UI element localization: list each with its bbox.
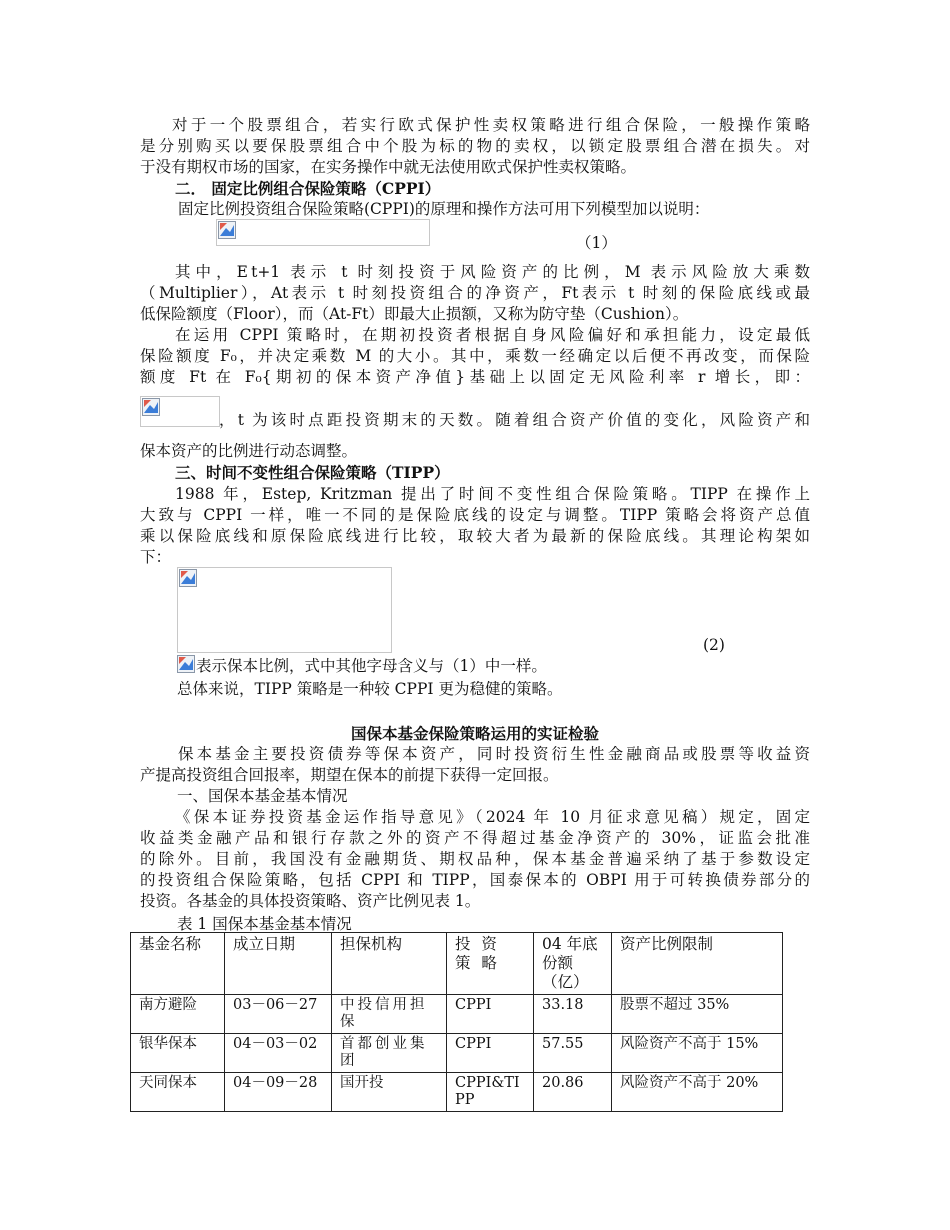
paragraph-text: 的投资组合保险策略，包括 CPPI 和 TIPP，国泰保本的 OBPI 用于可转换债券部分的 bbox=[140, 871, 810, 889]
table-cell: CPPI bbox=[447, 995, 534, 1034]
formula-image bbox=[177, 567, 392, 653]
broken-image-icon bbox=[142, 398, 160, 416]
paragraph-text: 收益类金融产品和银行存款之外的资产不得超过基金净资产的 30%，证监会批准 bbox=[140, 829, 810, 847]
paragraph-text: 保本资产的比例进行动态调整。 bbox=[140, 442, 358, 460]
paragraph-text: 总体来说，TIPP 策略是一种较 CPPI 更为稳健的策略。 bbox=[177, 680, 563, 698]
paragraph-text: 低保险额度（Floor），而（At-Ft）即最大止损额，又称为防守垫（Cushion）。 bbox=[140, 305, 689, 323]
paragraph-text: 投资。各基金的具体投资策略、资产比例见表 1。 bbox=[140, 892, 481, 910]
paragraph-text: 的除外。目前，我国没有金融期货、期权品种，保本基金普遍采纳了基于参数设定 bbox=[140, 850, 810, 868]
paragraph-text: 于没有期权市场的国家，在实务操作中就无法使用欧式保护性卖权策略。 bbox=[140, 158, 637, 176]
paragraph-text: 保本基金主要投资债券等保本资产，同时投资衍生性金融商品或股票等收益资 bbox=[178, 745, 810, 763]
table-cell: 股票不超过 35% bbox=[612, 995, 783, 1034]
table-header-cell: 基金名称 bbox=[131, 933, 225, 995]
section-heading: 三、时间不变性组合保险策略（TIPP） bbox=[175, 463, 450, 482]
formula-image bbox=[140, 396, 220, 427]
table-cell: 03－06－27 bbox=[225, 995, 332, 1034]
paragraph-text: 对于一个股票组合，若实行欧式保护性卖权策略进行组合保险，一般操作策略 bbox=[172, 116, 810, 134]
table-header-row bbox=[131, 933, 783, 995]
broken-image-icon bbox=[179, 569, 197, 587]
table-row bbox=[131, 1073, 783, 1112]
table-cell: 中投信用担保 bbox=[332, 995, 447, 1034]
section-heading: 二． 固定比例组合保险策略（CPPI） bbox=[175, 179, 441, 198]
paragraph-text: 额度 Ft 在 F₀{期初的保本资产净值}基础上以固定无风险利率 r 增长，即： bbox=[140, 368, 810, 386]
paragraph-text: 大致与 CPPI 一样，唯一不同的是保险底线的设定与调整。TIPP 策略会将资产总值 bbox=[140, 506, 810, 524]
paragraph-text: 产提高投资组合回报率，期望在保本的前提下获得一定回报。 bbox=[140, 766, 559, 784]
paragraph-text: 其中，E t+1 表示 t 时刻投资于风险资产的比例，M 表示风险放大乘数 bbox=[175, 263, 810, 281]
broken-image-icon bbox=[218, 221, 236, 239]
table-cell: 国开投 bbox=[332, 1073, 447, 1112]
table-header-cell: 成立日期 bbox=[225, 933, 332, 995]
table-cell: 20.86 bbox=[534, 1073, 612, 1112]
equation-number: （1） bbox=[576, 234, 617, 252]
table-cell: 57.55 bbox=[534, 1034, 612, 1073]
table-cell: 04－09－28 bbox=[225, 1073, 332, 1112]
paragraph-text: 保险额度 F₀，并决定乘数 M 的大小。其中，乘数一经确定以后便不再改变，而保险 bbox=[140, 347, 810, 365]
paragraph-text: （Multiplier），At表示 t 时刻投资组合的净资产，Ft表示 t 时刻的保险底线或最 bbox=[140, 284, 810, 302]
table-caption: 表 1 国保本基金基本情况 bbox=[177, 915, 352, 933]
table-cell: 33.18 bbox=[534, 995, 612, 1034]
paragraph-text: 固定比例投资组合保险策略(CPPI)的原理和操作方法可用下列模型加以说明： bbox=[178, 200, 710, 218]
formula-image bbox=[216, 219, 430, 246]
equation-number: (2) bbox=[703, 636, 725, 654]
broken-image-icon bbox=[177, 655, 195, 673]
paragraph-text: 在运用 CPPI 策略时，在期初投资者根据自身风险偏好和承担能力，设定最低 bbox=[175, 326, 810, 344]
paragraph-text: 表示保本比例，式中其他字母含义与（1）中一样。 bbox=[196, 657, 547, 675]
chapter-heading: 国保本基金保险策略运用的实证检验 bbox=[350, 724, 599, 743]
table-cell: 04－03－02 bbox=[225, 1034, 332, 1073]
table-cell: 首都创业集团 bbox=[332, 1034, 447, 1073]
table-cell: CPPI bbox=[447, 1034, 534, 1073]
table-cell: 风险资产不高于 15% bbox=[612, 1034, 783, 1073]
table-cell: 风险资产不高于 20% bbox=[612, 1073, 783, 1112]
table-cell: 银华保本 bbox=[131, 1034, 225, 1073]
paragraph-text: 是分别购买以要保股票组合中个股为标的物的卖权，以锁定股票组合潜在损失。对 bbox=[140, 137, 810, 155]
table-cell: 天同保本 bbox=[131, 1073, 225, 1112]
table-row bbox=[131, 1034, 783, 1073]
table-cell: 南方避险 bbox=[131, 995, 225, 1034]
table-row bbox=[131, 995, 783, 1034]
table-header-cell: 资产比例限制 bbox=[612, 933, 783, 995]
paragraph-text: 《保本证券投资基金运作指导意见》（2024 年 10 月征求意见稿）规定，固定 bbox=[175, 808, 810, 826]
subsection-heading: 一、国保本基金基本情况 bbox=[177, 787, 348, 805]
table-cell: CPPI&TIPP bbox=[447, 1073, 534, 1112]
table-header-cell: 担保机构 bbox=[332, 933, 447, 995]
table-header-cell: 04 年底份额（亿） bbox=[534, 933, 612, 995]
paragraph-text: 1988 年，Estep, Kritzman 提出了时间不变性组合保险策略。TIPP 在操作上 bbox=[175, 485, 810, 503]
paragraph-text: 乘以保险底线和原保险底线进行比较，取较大者为最新的保险底线。其理论构架如 bbox=[140, 527, 810, 545]
table-header-cell: 投 资 策 略 bbox=[447, 933, 534, 995]
paragraph-text: 下： bbox=[140, 548, 172, 566]
paragraph-text: ，t 为该时点距投资期末的天数。随着组合资产价值的变化，风险资产和 bbox=[219, 411, 810, 429]
fund-table bbox=[130, 932, 783, 1112]
